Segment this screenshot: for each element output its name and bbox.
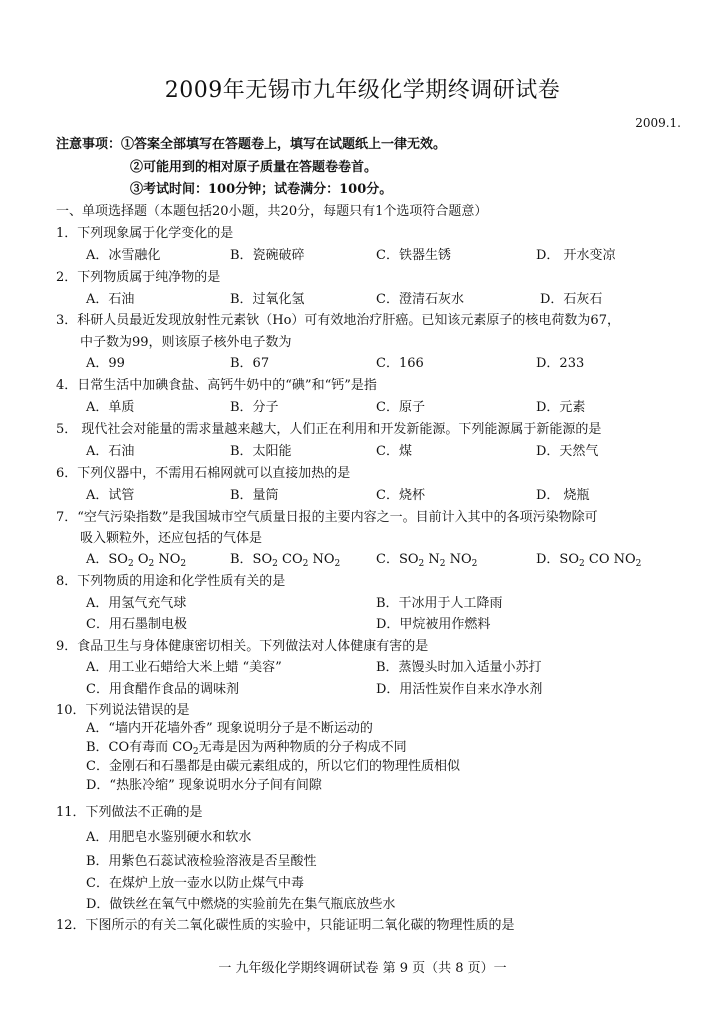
option-c: C．原子 <box>376 400 425 415</box>
option-d: D．233 <box>536 356 585 371</box>
option-a: A．用氢气充气球 <box>86 596 187 611</box>
question-stem: 9．食品卫生与身体健康密切相关。下列做法对人体健康有害的是 <box>56 639 429 654</box>
option-b: B．量筒 <box>230 488 279 503</box>
page-title: 2009年无锡市九年级化学期终调研试卷 <box>164 78 561 103</box>
option-d: D．天然气 <box>536 444 599 459</box>
option-c: C．166 <box>376 356 424 371</box>
option-c: C．澄清石灰水 <box>376 292 464 307</box>
notes-label: 注意事项： <box>56 137 122 152</box>
option-b: B．蒸馒头时加入适量小苏打 <box>376 660 542 675</box>
exam-date: 2009.1. <box>635 116 681 130</box>
option-a: A．99 <box>86 356 125 371</box>
question-stem: 7．“空气污染指数”是我国城市空气质量日报的主要内容之一。目前计入其中的各项污染物除可 <box>56 510 598 525</box>
option-d: D．“热胀冷缩” 现象说明水分子间有间隙 <box>86 778 322 793</box>
option-c: C．铁器生锈 <box>376 248 451 263</box>
option-d: D． 烧瓶 <box>536 488 590 503</box>
option-a: A．“墙内开花墙外香” 现象说明分子是不断运动的 <box>86 721 373 736</box>
option-b: B．用紫色石蕊试液检验溶液是否呈酸性 <box>86 854 317 869</box>
question-stem: 1．下列现象属于化学变化的是 <box>56 226 234 241</box>
option-a: A．$SO_2$ $O_2$ $NO_2$ <box>86 552 187 569</box>
option-a: A．用工业石蜡给大米上蜡 “美容” <box>86 660 282 675</box>
option-d: D．用活性炭作自来水净水剂 <box>376 682 543 697</box>
question-stem: 4．日常生活中加碘食盐、高钙牛奶中的“碘”和“钙”是指 <box>56 378 377 393</box>
question-stem: 5． 现代社会对能量的需求量越来越大，人们正在利用和开发新能源。下列能源属于新能源的是 <box>56 422 602 437</box>
question-stem-cont: 中子数为99，则该原子核外电子数为 <box>80 335 292 350</box>
notes-item: ③考试时间：100分钟；试卷满分：100分。 <box>130 182 393 197</box>
option-b: B．CO有毒而 $CO_2$无毒是因为两种物质的分子构成不同 <box>86 740 407 757</box>
option-a: A．用肥皂水鉴别硬水和软水 <box>86 830 252 845</box>
option-d: D．甲烷被用作燃料 <box>376 617 491 632</box>
option-b: B．过氧化氢 <box>230 292 305 307</box>
option-a: A．单质 <box>86 400 135 415</box>
option-c: C．在煤炉上放一壶水以防止煤气中毒 <box>86 876 304 891</box>
option-b: B．瓷碗破碎 <box>230 248 305 263</box>
option-c: C．用食醋作食品的调味剂 <box>86 682 239 697</box>
notes-line-1 <box>56 137 446 153</box>
option-c: C．煤 <box>376 444 412 459</box>
option-c: C．用石墨制电极 <box>86 617 187 632</box>
option-a: A．石油 <box>86 292 135 307</box>
option-a: A．试管 <box>86 488 135 503</box>
section-heading: 一、单项选择题（本题包括20小题，共20分，每题只有1个选项符合题意） <box>56 204 488 219</box>
question-stem: 2．下列物质属于纯净物的是 <box>56 270 221 285</box>
option-b: B．分子 <box>230 400 279 415</box>
option-a: A．冰雪融化 <box>86 248 161 263</box>
option-d: D．石灰石 <box>540 292 603 307</box>
question-stem: 3．科研人员最近发现放射性元素钬（Ho）可有效地治疗肝癌。已知该元素原子的核电荷数为67， <box>56 313 620 328</box>
question-stem: 8．下列物质的用途和化学性质有关的是 <box>56 574 286 589</box>
question-stem: 12．下图所示的有关二氧化碳性质的实验中，只能证明二氧化碳的物理性质的是 <box>56 918 515 933</box>
option-c: C．烧杯 <box>376 488 425 503</box>
option-d: D． 开水变凉 <box>536 248 616 263</box>
notes-item: ①答案全部填写在答题卷上，填写在试题纸上一律无效。 <box>121 137 447 152</box>
option-b: B．太阳能 <box>230 444 292 459</box>
option-b: B．$SO_2$ $CO_2$ $NO_2$ <box>230 552 341 569</box>
option-b: B．干冰用于人工降雨 <box>376 596 503 611</box>
question-stem: 6．下列仪器中，不需用石棉网就可以直接加热的是 <box>56 466 351 481</box>
page-footer: 一 九年级化学期终调研试卷 第 9 页（共 8 页）一 <box>218 961 507 976</box>
option-d: D．$SO_2$ CO $NO_2$ <box>536 552 642 569</box>
option-b: B．67 <box>230 356 270 371</box>
option-c: C．$SO_2$ $N_2$ $NO_2$ <box>376 552 478 569</box>
question-stem-cont: 吸入颗粒外，还应包括的气体是 <box>80 531 263 546</box>
option-c: C．金刚石和石墨都是由碳元素组成的，所以它们的物理性质相似 <box>86 759 460 774</box>
question-stem: 10．下列说法错误的是 <box>56 703 190 718</box>
option-d: D．元素 <box>536 400 586 415</box>
option-a: A．石油 <box>86 444 135 459</box>
notes-item: ②可能用到的相对原子质量在答题卷卷首。 <box>130 160 378 175</box>
option-d: D．做铁丝在氧气中燃烧的实验前先在集气瓶底放些水 <box>86 897 396 912</box>
question-stem: 11．下列做法不正确的是 <box>56 805 203 820</box>
